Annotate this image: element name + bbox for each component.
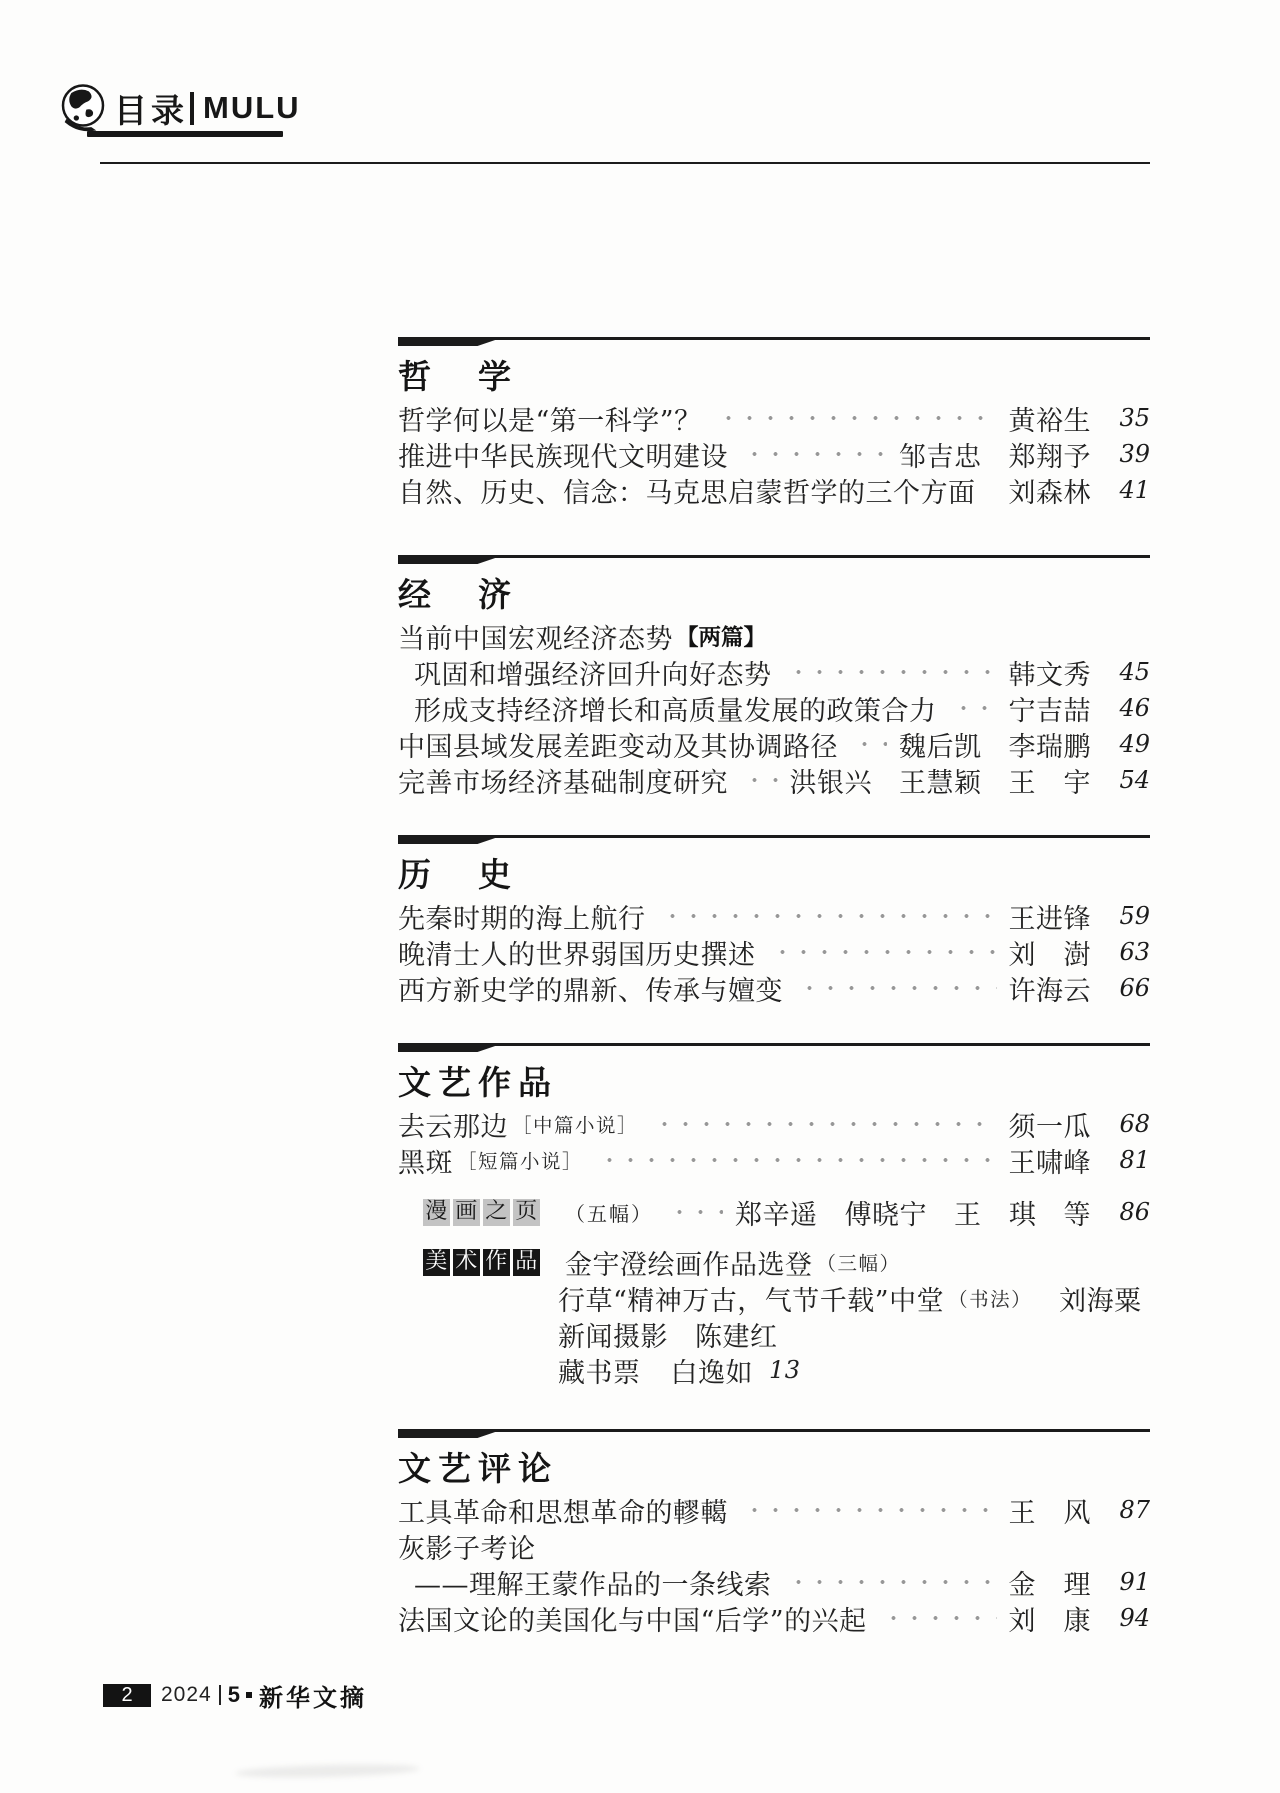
entry-page-number: 86 [1119,1198,1150,1226]
entry-author: 金 理 [1008,1569,1091,1601]
dot-leader [599,1156,996,1164]
entry-page-number: 91 [1119,1568,1150,1596]
entry-page-number: 87 [1119,1496,1150,1524]
entry-author: 白逸如 [670,1357,753,1389]
entry-page-number: 63 [1119,938,1150,966]
dot-leader [654,1120,996,1128]
logo-title-en: MULU [203,90,301,125]
entry-page-number: 81 [1119,1146,1150,1174]
entry-author: 郑翔予 [1008,441,1091,473]
toc-entry [398,618,1150,654]
entry-author: 陈建红 [695,1321,778,1353]
entry-title: 行草“精神万古，气节千载”中堂 [558,1285,945,1317]
entry-title: 自然、历史、信念：马克思启蒙哲学的三个方面 [398,477,976,509]
entry-genre-tag: ［短篇小说］ [457,1150,584,1173]
label-char: 作 [483,1249,510,1276]
label-char: 术 [453,1249,480,1276]
entry-title: 巩固和增强经济回升向好态势 [414,659,772,691]
entry-author: 邹吉忠 [899,441,982,473]
magazine-logo [58,82,301,134]
entry-page-number: 41 [1119,476,1150,504]
dot-leader [992,486,997,494]
section-rule [398,555,1150,564]
dot-leader [854,740,887,748]
entry-author: 须一瓜 [1008,1111,1091,1143]
entry-title: 推进中华民族现代文明建设 [398,441,728,473]
label-char: 之 [483,1199,510,1226]
entry-author: 王 琪 [954,1199,1037,1231]
section-title: 文艺作品 [398,1063,558,1102]
entry-author: 王进锋 [1008,903,1091,935]
logo-underline-bar [87,131,283,137]
entry-author: 洪银兴 [789,767,872,799]
footer-issue-number: 5 [227,1682,240,1707]
section-literary-works [398,1043,1150,1388]
entry-author: 黄裕生 [1008,405,1091,437]
dot-leader [788,668,997,676]
toc-entry [398,1106,1150,1142]
toc-entry [398,726,1150,762]
toc-entry [398,400,1150,436]
toc-entry [398,1564,1150,1600]
dot-leader [744,776,778,784]
entry-title: 藏书票 [558,1357,641,1389]
logo-title-cn: 目录 [114,90,188,130]
section-rule [398,337,1150,346]
toc-entry [398,654,1150,690]
scan-smudge [235,1763,420,1780]
toc-entry [398,690,1150,726]
label-char: 美 [423,1249,450,1276]
section-economy [398,555,1150,798]
toc-entry [398,1194,1150,1230]
entry-title: 去云那边 [398,1111,508,1143]
header-rule [100,162,1150,164]
entry-page-number: 68 [1119,1110,1150,1138]
entry-author: 王 宇 [1008,767,1091,799]
entry-author: 李瑞鹏 [1008,731,1091,763]
entry-genre-tag: ［中篇小说］ [512,1114,639,1137]
category-label-comics [423,1199,540,1226]
entry-page-number: 59 [1119,902,1150,930]
footer-year: 2024 [161,1683,212,1706]
footer-square-bullet [246,1692,252,1698]
section-philosophy [398,337,1150,508]
section-rule [398,835,1150,844]
toc-entry [398,472,1150,508]
section-title: 哲 学 [398,357,518,396]
entry-author: 刘森林 [1008,477,1091,509]
entry-subtitle: ——理解王蒙作品的一条线索 [414,1569,772,1601]
globe-icon [58,82,108,134]
entry-title: 当前中国宏观经济态势 [398,623,673,655]
entry-title: 先秦时期的海上航行 [398,903,646,935]
entry-author: 韩文秀 [1008,659,1091,691]
entry-title: 新闻摄影 [558,1321,668,1353]
footer-page-badge: 2 [103,1684,151,1707]
section-literary-criticism [398,1429,1150,1636]
entry-page-number: 13 [769,1356,801,1384]
entry-author: 刘 康 [1008,1605,1091,1637]
entry-author: 王慧颖 [899,767,982,799]
label-char: 画 [453,1199,480,1226]
entry-subtitle-tag: 【两篇】 [676,625,767,651]
label-char: 页 [513,1199,540,1226]
dot-leader [799,984,997,992]
section-title: 经 济 [398,575,518,614]
section-title: 文艺评论 [398,1449,558,1488]
toc-entry [398,762,1150,798]
footer [103,1682,367,1712]
section-title: 历 史 [398,855,518,894]
entry-title: 工具革命和思想革命的轇轕 [398,1497,728,1529]
footer-magazine-title: 新华文摘 [258,1682,367,1712]
toc-entry [398,1528,1150,1564]
category-label-art-works [423,1249,540,1276]
entry-page-number: 46 [1119,694,1150,722]
label-char: 漫 [423,1199,450,1226]
entry-page-number: 39 [1119,440,1150,468]
toc-entry [398,1142,1150,1178]
logo-divider [190,92,194,125]
toc-entry [398,898,1150,934]
entry-author: 王 风 [1008,1497,1091,1529]
section-history [398,835,1150,1006]
entry-count-note: （五幅） [565,1201,653,1226]
dot-leader [744,1506,997,1514]
toc-entry [398,970,1150,1006]
entry-page-number: 49 [1119,730,1150,758]
entry-page-number: 66 [1119,974,1150,1002]
entry-author: 刘 澍 [1008,939,1091,971]
toc-entry [398,934,1150,970]
entry-author: 傅晓宁 [844,1199,927,1231]
toc-entry [398,1244,1150,1280]
dot-leader [669,1208,723,1216]
entry-page-number: 94 [1119,1604,1150,1632]
entry-page-number: 35 [1119,404,1150,432]
entry-page-number: 54 [1119,766,1150,794]
entry-title: 晚清士人的世界弱国历史撰述 [398,939,756,971]
section-rule [398,1043,1150,1052]
label-char: 品 [513,1249,540,1276]
entry-title: 哲学何以是“第一科学”？ [398,405,702,437]
dot-leader [883,1614,997,1622]
dot-leader [662,912,997,920]
entry-count-note: （三幅） [816,1252,901,1275]
section-rule [398,1429,1150,1438]
entry-title: 中国县域发展差距变动及其协调路径 [398,731,838,763]
entry-title: 灰影子考论 [398,1533,536,1565]
entry-title: 西方新史学的鼎新、传承与嬗变 [398,975,783,1007]
entry-title: 完善市场经济基础制度研究 [398,767,728,799]
toc-entry [398,1352,1150,1388]
toc-entry [398,1316,1150,1352]
entry-title: 黑斑 [398,1147,453,1179]
dot-leader [772,948,997,956]
entry-author: 宁吉喆 [1008,695,1091,727]
dot-leader [953,704,997,712]
toc-entry [398,1492,1150,1528]
entry-author: 刘海粟 [1059,1285,1142,1317]
dot-leader [718,414,997,422]
entry-author: 许海云 [1008,975,1091,1007]
toc-entry [398,436,1150,472]
dot-leader [744,450,887,458]
entry-author: 等 [1063,1199,1091,1231]
entry-author: 王啸峰 [1008,1147,1091,1179]
entry-genre-tag: （书法） [948,1288,1033,1311]
toc-entry [398,1280,1150,1316]
entry-title: 法国文论的美国化与中国“后学”的兴起 [398,1605,867,1637]
entry-page-number: 45 [1119,658,1150,686]
footer-divider [219,1685,221,1705]
entry-author: 魏后凯 [899,731,982,763]
dot-leader [788,1578,997,1586]
entry-author: 郑辛遥 [735,1199,818,1231]
entry-title: 金宇澄绘画作品选登 [565,1249,813,1281]
entry-title: 形成支持经济增长和高质量发展的政策合力 [414,695,937,727]
toc-entry [398,1600,1150,1636]
